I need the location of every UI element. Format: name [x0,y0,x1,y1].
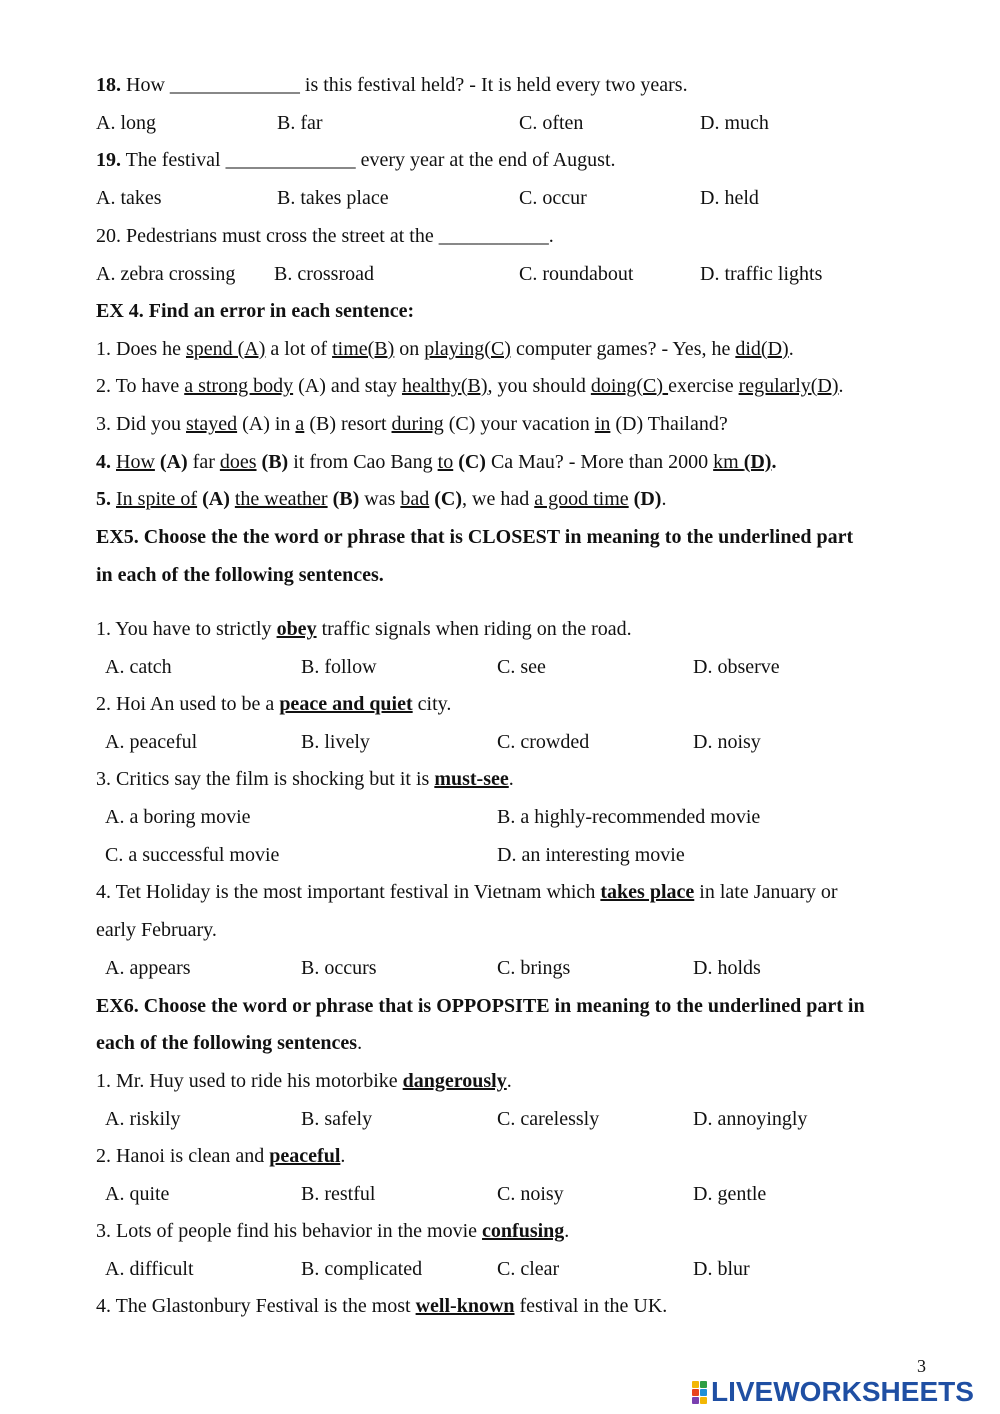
ex5-q4-option-c[interactable]: C. brings [497,957,571,979]
ex5-heading-line-2: in each of the following sentences. [96,564,384,586]
q19-option-c[interactable]: C. occur [519,187,587,209]
ex6-q1-option-c[interactable]: C. carelessly [497,1108,600,1130]
ex4-s4-part-a[interactable]: How [116,451,155,473]
ex5-question-4: 4. Tet Holiday is the most important festival in Vietnam which takes place in late January or [96,881,838,903]
ex4-s1-part-b[interactable]: time(B) [332,338,395,360]
ex6-question-2: 2. Hanoi is clean and peaceful. [96,1145,346,1167]
ex4-s2-part-b[interactable]: healthy(B) [401,375,488,397]
ex4-s3-part-d[interactable]: in [594,413,611,435]
ex4-s5-part-b[interactable]: the weather [234,488,328,510]
ex5-question-2: 2. Hoi An used to be a peace and quiet city. [96,693,452,715]
ex4-s2-part-d[interactable]: regularly(D) [738,375,839,397]
ex6-q2-option-d[interactable]: D. gentle [693,1183,767,1205]
q20-option-d[interactable]: D. traffic lights [700,263,823,285]
ex5-question-4-continued: early February. [96,919,217,941]
ex4-sentence-3: 3. Did you stayed (A) in a (B) resort during (C) your vacation in (D) Thailand? [96,413,728,435]
ex4-s1-part-a[interactable]: spend (A) [185,338,266,360]
q18-option-c[interactable]: C. often [519,112,584,134]
ex6-q1-option-a[interactable]: A. riskily [105,1108,181,1130]
ex5-q1-option-a[interactable]: A. catch [105,656,172,678]
ex4-s1-part-d[interactable]: did(D) [735,338,789,360]
q20-option-c[interactable]: C. roundabout [519,263,634,285]
ex6-q3-option-d[interactable]: D. blur [693,1258,750,1280]
ex6-q3-option-b[interactable]: B. complicated [301,1258,423,1280]
ex5-q3-option-d[interactable]: D. an interesting movie [497,844,685,866]
liveworksheets-logo-icon [692,1381,707,1404]
q19-option-b[interactable]: B. takes place [277,187,389,209]
ex5-q4-option-d[interactable]: D. holds [693,957,761,979]
ex4-s2-part-c[interactable]: doing(C) [590,375,669,397]
ex5-q2-option-b[interactable]: B. lively [301,731,370,753]
ex4-sentence-1: 1. Does he spend (A) a lot of time(B) on playing(C) computer games? - Yes, he did(D). [96,338,794,360]
ex6-q2-option-a[interactable]: A. quite [105,1183,170,1205]
question-19: 19. The festival _____________ every year at the end of August. [96,149,616,171]
ex6-q3-option-c[interactable]: C. clear [497,1258,560,1280]
ex5-q2-option-d[interactable]: D. noisy [693,731,761,753]
logo-text: LIVEWORKSHEETS [711,1376,974,1407]
ex4-s3-part-b[interactable]: a [295,413,305,435]
ex4-s4-part-d[interactable]: km [713,451,744,473]
ex6-question-4: 4. The Glastonbury Festival is the most well-known festival in the UK. [96,1295,668,1317]
ex5-q4-option-a[interactable]: A. appears [105,957,191,979]
q18-option-a[interactable]: A. long [96,112,156,134]
ex4-s1-part-c[interactable]: playing(C) [424,338,511,360]
ex5-q3-option-c[interactable]: C. a successful movie [105,844,280,866]
ex5-q1-option-d[interactable]: D. observe [693,656,780,678]
ex5-question-3: 3. Critics say the film is shocking but it is must-see. [96,768,514,790]
q18-option-d[interactable]: D. much [700,112,769,134]
ex5-q1-option-c[interactable]: C. see [497,656,546,678]
q19-option-a[interactable]: A. takes [96,187,162,209]
ex4-sentence-2: 2. To have a strong body (A) and stay healthy(B), you should doing(C) exercise regularly(D). [96,375,844,397]
ex4-s5-part-d[interactable]: a good time [534,488,629,510]
q20-option-b[interactable]: B. crossroad [274,263,374,285]
ex5-question-1: 1. You have to strictly obey traffic signals when riding on the road. [96,618,632,640]
ex6-q3-option-a[interactable]: A. difficult [105,1258,194,1280]
ex4-s4-part-b[interactable]: does [219,451,257,473]
ex5-heading-line-1: EX5. Choose the the word or phrase that is CLOSEST in meaning to the underlined part [96,526,854,548]
ex4-s2-part-a[interactable]: a strong body [184,375,294,397]
ex6-q1-option-b[interactable]: B. safely [301,1108,373,1130]
ex6-heading-line-1: EX6. Choose the word or phrase that is OPPOPSITE in meaning to the underlined part in [96,995,865,1017]
ex6-q2-option-c[interactable]: C. noisy [497,1183,564,1205]
ex5-q1-option-b[interactable]: B. follow [301,656,377,678]
ex4-s3-part-c[interactable]: during [391,413,444,435]
ex4-s5-part-c[interactable]: bad [400,488,430,510]
ex4-s4-part-c[interactable]: to [437,451,454,473]
ex6-q2-option-b[interactable]: B. restful [301,1183,376,1205]
ex6-question-3: 3. Lots of people find his behavior in the movie confusing. [96,1220,570,1242]
ex6-heading-line-2: each of the following sentences. [96,1032,363,1054]
ex4-s3-part-a[interactable]: stayed [186,413,238,435]
ex6-q1-option-d[interactable]: D. annoyingly [693,1108,808,1130]
page-number: 3 [917,1356,926,1376]
question-20: 20. Pedestrians must cross the street at the ___________. [96,225,554,247]
ex5-q3-option-a[interactable]: A. a boring movie [105,806,251,828]
ex4-sentence-4: 4. How (A) far does (B) it from Cao Bang to (C) Ca Mau? - More than 2000 km (D). [96,451,777,473]
q20-option-a[interactable]: A. zebra crossing [96,263,236,285]
ex4-s5-part-a[interactable]: In spite of [116,488,198,510]
q18-option-b[interactable]: B. far [277,112,323,134]
ex5-q3-option-b[interactable]: B. a highly-recommended movie [497,806,761,828]
liveworksheets-logo[interactable] [692,1377,974,1407]
q19-option-d[interactable]: D. held [700,187,759,209]
ex5-q2-option-a[interactable]: A. peaceful [105,731,198,753]
ex4-heading: EX 4. Find an error in each sentence: [96,300,415,322]
ex6-question-1: 1. Mr. Huy used to ride his motorbike dangerously. [96,1070,512,1092]
ex4-sentence-5: 5. In spite of (A) the weather (B) was bad (C), we had a good time (D). [96,488,667,510]
ex5-q4-option-b[interactable]: B. occurs [301,957,377,979]
ex5-q2-option-c[interactable]: C. crowded [497,731,590,753]
question-18: 18. How _____________ is this festival held? - It is held every two years. [96,74,688,96]
